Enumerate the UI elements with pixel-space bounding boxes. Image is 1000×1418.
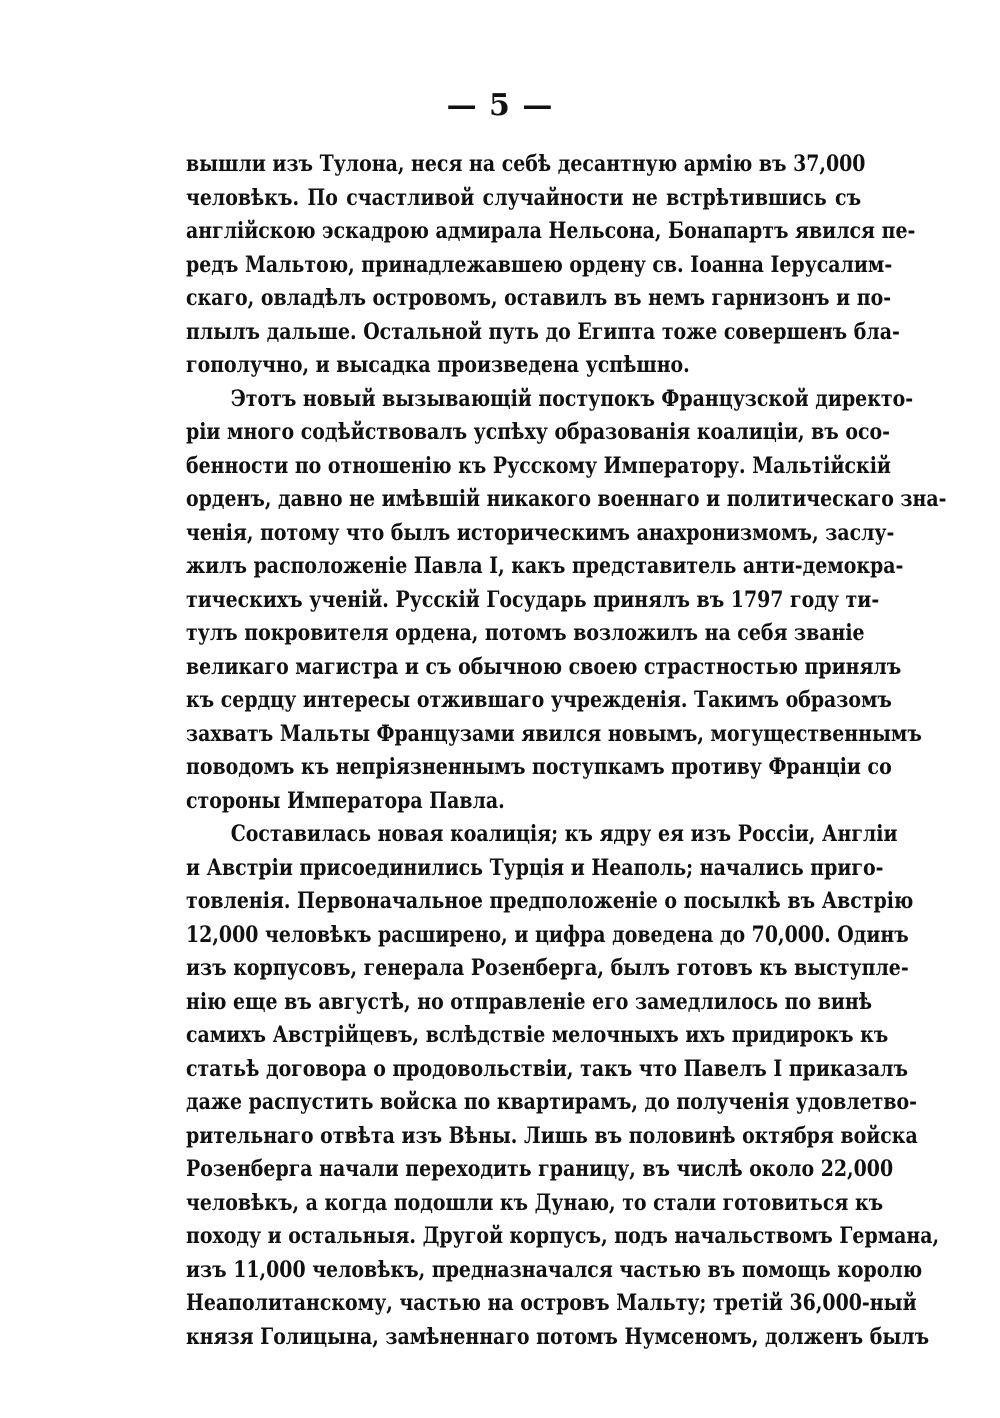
text-line: къ сердцу интересы отжившаго учрежденія. Такимъ образомъ	[186, 687, 892, 713]
text-line: бенности по отношенію къ Русскому Императору. Мальтійскій	[186, 452, 891, 479]
text-line: тическихъ ученій. Русскій Государь принялъ въ 1797 году ти-	[186, 586, 880, 613]
text-line: 12,000 человѣкъ расширено, и цифра доведена до 70,000. Одинъ	[186, 921, 909, 948]
page-number: — 5 —	[446, 88, 554, 123]
text-line: вышли изъ Тулона, неся на себѣ десантную армію въ 37,000	[186, 151, 866, 177]
text-line: Этотъ новый вызывающій поступокъ Французской директо-	[230, 385, 914, 412]
text-line: изъ 11,000 человѣкъ, предназначался частью въ помощь королю	[186, 1256, 923, 1283]
text-line: ріи много содѣйствовалъ успѣху образованія коалиціи, въ осо-	[186, 419, 891, 445]
text-line: походу и остальныя. Другой корпусъ, подъ начальствомъ Германа,	[186, 1223, 940, 1249]
text-line: статьѣ договора о продовольствіи, такъ что Павелъ I приказалъ	[186, 1055, 909, 1082]
body-text	[186, 148, 947, 1354]
text-line: Розенберга начали переходить границу, въ числѣ около 22,000	[186, 1156, 894, 1182]
text-line: товленія. Первоначальное предположеніе о посылкѣ въ Австрію	[186, 888, 914, 914]
text-line: поводомъ къ непріязненнымъ поступкамъ противу Франціи со	[186, 754, 892, 780]
text-line: человѣкъ, а когда подошли къ Дунаю, то стали готовиться къ	[186, 1189, 884, 1216]
text-line: Неаполитанскому, частью на островъ Мальту; третій 36,000-ный	[186, 1290, 917, 1316]
text-line: захватъ Мальты Французами явился новымъ, могущественнымъ	[186, 720, 922, 747]
text-line: англійскою эскадрою адмирала Нельсона, Бонапартъ явился пе-	[186, 218, 916, 244]
text-line: скаго, овладѣлъ островомъ, оставилъ въ немъ гарнизонъ и по-	[186, 285, 892, 311]
text-line: гополучно, и высадка произведена успѣшно.	[186, 352, 690, 378]
text-line: человѣкъ. По счастливой случайности не встрѣтившись съ	[186, 184, 862, 211]
text-line: жилъ расположеніе Павла I, какъ представитель анти-демокра-	[186, 553, 904, 579]
text-line: тулъ покровителя ордена, потомъ возложилъ на себя званіе	[186, 620, 865, 646]
text-line: стороны Императора Павла.	[186, 787, 505, 814]
text-line: даже распустить войска по квартирамъ, до полученія удовлетво-	[186, 1089, 917, 1115]
text-line: самихъ Австрійцевъ, вслѣдствіе мелочныхъ ихъ придирокъ къ	[186, 1022, 889, 1048]
text-line: плылъ дальше. Остальной путь до Египта тоже совершенъ бла-	[186, 318, 900, 345]
text-line: великаго магистра и съ обычною своею страстностью принялъ	[186, 653, 902, 680]
text-line: орденъ, давно не имѣвшій никакого военнаго и политическаго зна-	[186, 486, 947, 512]
text-line: ченія, потому что былъ историческимъ анахронизмомъ, заслу-	[186, 519, 895, 546]
text-line: князя Голицына, замѣненнаго потомъ Нумсеномъ, долженъ былъ	[186, 1323, 930, 1350]
text-line: Составилась новая коалиція; къ ядру ея изъ Россіи, Англіи	[230, 821, 898, 847]
text-line: изъ корпусовъ, генерала Розенберга, былъ готовъ къ выступле-	[186, 955, 909, 981]
text-line: рительнаго отвѣта изъ Вѣны. Лишь въ половинѣ октября войска	[186, 1122, 918, 1149]
text-line: и Австріи присоединились Турція и Неаполь; начались приго-	[186, 854, 884, 881]
text-line: нію еще въ августѣ, но отправленіе его замедлилось по винѣ	[186, 988, 873, 1015]
text-line: редъ Мальтою, принадлежавшею ордену св. Іоанна Іерусалим-	[186, 251, 893, 278]
